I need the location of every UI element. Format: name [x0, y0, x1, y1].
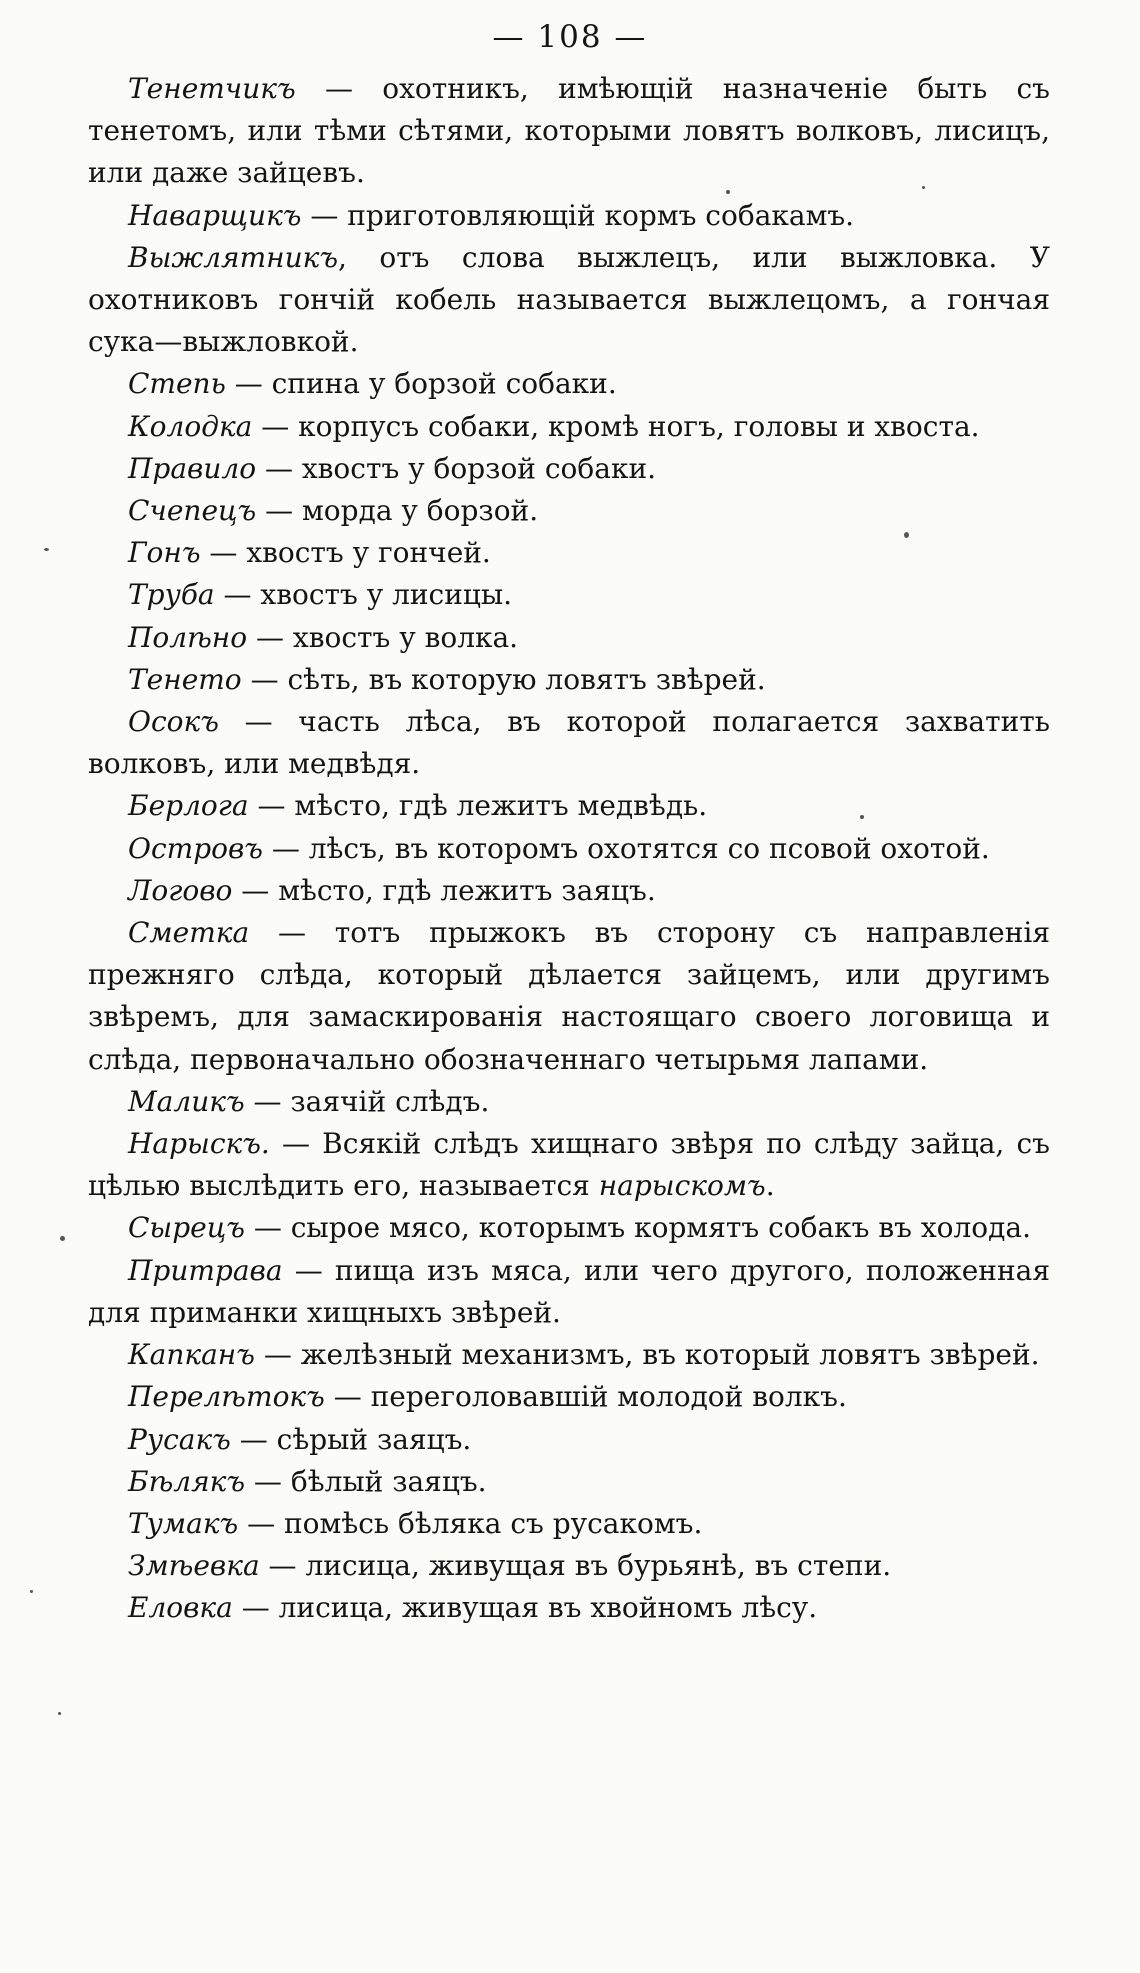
print-speck [44, 548, 49, 551]
entry-term: Тенето [128, 662, 242, 696]
entry-definition: — охотникъ, имѣющій назначеніе быть съ тенетомъ, или тѣми сѣтями, которыми ловятъ волковъ, лисицъ, или даже зайцевъ. [88, 72, 1050, 190]
glossary-entry [88, 448, 1050, 490]
entry-definition: — сырое мясо, которымъ кормятъ собакъ въ холода. [244, 1211, 1031, 1245]
entry-term: Степь [128, 367, 226, 401]
entry-term: Нарыскъ. [128, 1127, 270, 1161]
glossary-entry [88, 828, 1050, 870]
entry-term: Выжлятникъ [128, 240, 338, 274]
entry-definition: — корпусъ собаки, кромѣ ногъ, головы и хвоста. [252, 409, 980, 443]
glossary-entry [88, 532, 1050, 574]
entry-term: Бѣлякъ [128, 1464, 246, 1498]
entry-definition: — мѣсто, гдѣ лежитъ заяцъ. [232, 873, 656, 907]
entry-term: Змѣевка [128, 1549, 260, 1583]
glossary-entry [88, 701, 1050, 785]
entry-term: Тенетчикъ [128, 72, 296, 105]
glossary-entry [88, 1461, 1050, 1503]
glossary-entry [88, 1081, 1050, 1123]
entry-term: Притрава [128, 1253, 283, 1287]
glossary-entry [88, 1419, 1050, 1461]
glossary-entry [88, 785, 1050, 827]
entry-term: Гонъ [128, 536, 201, 570]
entry-definition: — лѣсъ, въ которомъ охотятся со псовой охотой. [262, 831, 990, 865]
entry-term: Сметка [128, 916, 250, 950]
entry-term: Еловка [128, 1591, 233, 1625]
glossary-entry [88, 617, 1050, 659]
entry-term: Капканъ [128, 1338, 255, 1372]
glossary-entry [88, 363, 1050, 405]
entry-definition: — сѣть, въ которую ловятъ звѣрей. [241, 662, 766, 696]
entry-definition: — хвостъ у гончей. [200, 536, 491, 570]
print-speck [30, 1590, 33, 1593]
entry-term: Полѣно [128, 620, 248, 654]
entry-definition: — морда у борзой. [256, 494, 539, 528]
entry-term: Перелѣтокъ [128, 1380, 325, 1414]
entry-italic-word: нарыскомъ [598, 1169, 766, 1203]
entry-definition: — Всякій слѣдъ хищнаго звѣря по слѣду зайца, съ цѣлью выслѣдить его, называется [88, 1127, 1050, 1203]
entry-definition: , отъ слова выжлецъ, или выжловка. У охотниковъ гончій кобель называется выжлецомъ, а гончая сука—выжловкой. [88, 240, 1050, 359]
entry-term: Маликъ [128, 1084, 245, 1118]
entry-definition: — мѣсто, гдѣ лежитъ медвѣдь. [248, 789, 708, 823]
print-speck [922, 186, 925, 189]
entry-term: Тумакъ [128, 1506, 239, 1540]
glossary-entry [88, 574, 1050, 616]
glossary-entry [88, 237, 1050, 364]
entry-definition: — хвостъ у волка. [247, 620, 519, 654]
glossary-text [88, 68, 1050, 1630]
entry-definition: — бѣлый заяцъ. [245, 1464, 487, 1498]
entry-definition: — помѣсь бѣляка съ русакомъ. [238, 1506, 703, 1540]
print-speck [58, 1712, 61, 1715]
glossary-entry [88, 659, 1050, 701]
entry-definition: — желѣзный механизмъ, въ который ловятъ звѣрей. [254, 1338, 1040, 1372]
entry-term: Правило [128, 451, 257, 485]
glossary-entry [88, 1587, 1050, 1629]
entry-term: Колодка [128, 409, 253, 443]
entry-definition: — лисица, живущая въ хвойномъ лѣсу. [232, 1591, 818, 1625]
print-speck [860, 815, 864, 819]
entry-definition: — пища изъ мяса, или чего другого, положенная для приманки хищныхъ звѣрей. [88, 1253, 1050, 1329]
entry-definition: — хвостъ у борзой собаки. [256, 451, 657, 485]
print-speck [726, 190, 730, 194]
entry-term: Наварщикъ [128, 198, 302, 232]
entry-term: Труба [128, 578, 215, 612]
entry-term: Счепецъ [128, 494, 257, 528]
entry-term: Логово [128, 873, 233, 907]
entry-definition: — тотъ прыжокъ въ сторону съ направленія прежняго слѣда, который дѣлается зайцемъ, или другимъ звѣремъ, для замаскированія настоящаго своего логовища и слѣда, первоначально обозначеннаго четырьмя лапами. [88, 916, 1050, 1076]
glossary-entry [88, 870, 1050, 912]
glossary-entry [88, 1376, 1050, 1418]
print-speck [60, 1236, 65, 1241]
entry-definition: — заячій слѣдъ. [244, 1084, 490, 1118]
entry-definition: — приготовляющій кормъ собакамъ. [301, 198, 855, 232]
entry-definition: — переголовавшій молодой волкъ. [324, 1380, 847, 1414]
entry-term: Сырецъ [128, 1211, 245, 1245]
glossary-entry [88, 68, 1050, 195]
entry-definition-end: . [765, 1169, 775, 1203]
glossary-entry [88, 1334, 1050, 1376]
page-number: — 108 — [492, 19, 648, 55]
entry-definition: — часть лѣса, въ которой полагается захватить волковъ, или медвѣдя. [88, 705, 1050, 781]
glossary-entry [88, 1250, 1050, 1334]
entry-term: Островъ [128, 831, 263, 865]
glossary-entry [88, 490, 1050, 532]
entry-definition: — спина у борзой собаки. [225, 367, 617, 401]
entry-definition: — лисица, живущая въ бурьянѣ, въ степи. [259, 1549, 892, 1583]
entry-term: Русакъ [128, 1422, 231, 1456]
glossary-entry [88, 1123, 1050, 1207]
print-speck [904, 532, 909, 538]
entry-term: Осокъ [128, 705, 219, 739]
glossary-entry [88, 912, 1050, 1081]
glossary-entry [88, 1503, 1050, 1545]
entry-definition: — хвостъ у лисицы. [214, 578, 513, 612]
glossary-entry [88, 406, 1050, 448]
entry-definition: — сѣрый заяцъ. [230, 1422, 472, 1456]
entry-term: Берлога [128, 789, 249, 823]
glossary-entry [88, 195, 1050, 237]
glossary-entry [88, 1207, 1050, 1249]
glossary-entry [88, 1545, 1050, 1587]
